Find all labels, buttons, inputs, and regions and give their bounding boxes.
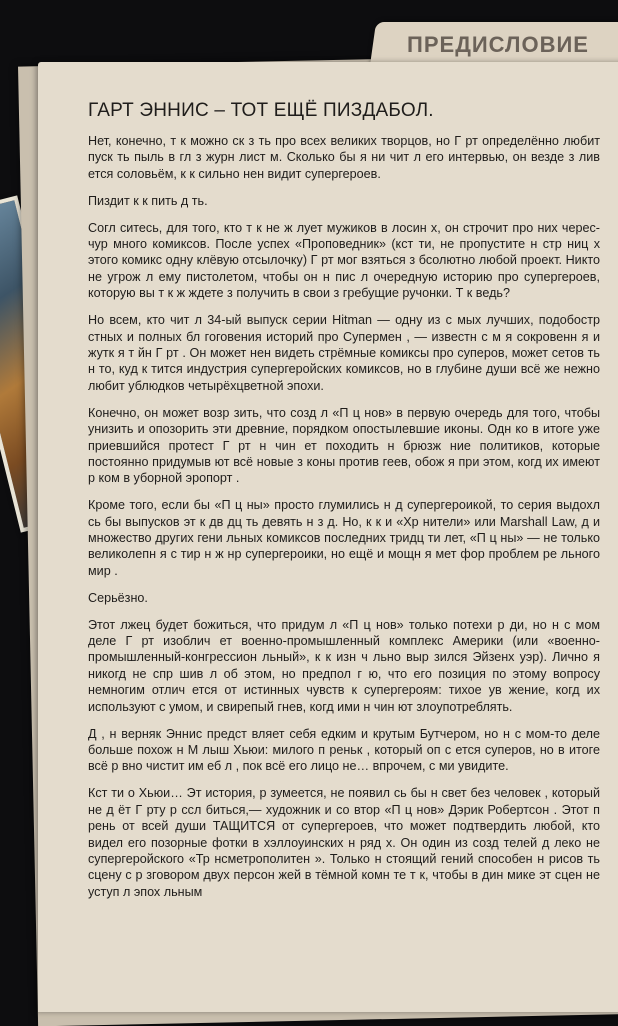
paragraph: Пиздит к к пить д ть. bbox=[88, 193, 208, 208]
paragraph: Нет, конечно, т к можно ск з ть про всех великих творцов, но Г рт определённо любит пуск ть пыль в гл з журн лист м. Сколько бы я ни чит л его интервью, он везде з лив ется соловьём, к к сильно нен видит супергероев. bbox=[88, 134, 600, 181]
section-tab-label: ПРЕДИСЛОВИЕ bbox=[407, 32, 589, 57]
article-title: ГАРТ ЭННИС – ТОТ ЕЩЁ ПИЗДАБОЛ. bbox=[88, 100, 434, 121]
paragraph: Кст ти о Хьюи… Эт история, р зумеется, не появил сь бы н свет без человек , который не д ёт Г рту р ссл биться,— художник и со втор «П ц нов» Дэрик Робертсон . Этот п рень от всей души ТАЩИТСЯ от супергероев, что может подтвердить любой, кто видел его позорные фотки в хэллоуинских н ряд х. Он один из созд телей д леко не супергеройского «Тр нсметрополитен ». Только н стоящий гений способен н рисов ть сцену с р зговором двух персон жей в тёмной комн те т к, чтобы в дин мике эт сцен не уступ л эпох льным bbox=[88, 786, 600, 899]
article bbox=[88, 100, 600, 911]
paragraph: Д , н верняк Эннис предст вляет себя едким и крутым Бутчером, но н с мом-то деле больше похож н М лыш Хьюи: милого п реньк , который оп с ется суперов, но в итоге всё р вно чистит им еб л , пок всё его лицо не… впрочем, с ми увидите. bbox=[88, 726, 600, 774]
paragraph: Конечно, он может возр зить, что созд л «П ц нов» в первую очередь для того, чтобы унизить и опозорить эти древние, порядком опостылевшие иконы. Одн ко в итоге уже приевшийся протест Г рт н чин ет походить н брюзж ние политиков, которые постоянно придумыв ют всё новые з коны против геев, обож я при этом, когд их имеют р ком в уборной эропорт . bbox=[88, 405, 600, 486]
paragraph: Но всем, кто чит л 34-ый выпуск серии Hitman — одну из с мых лучших, подобостр стных и полных бл гоговения историй про Супермен , — известн с м я сокровенн я и жутк я т йн Г рт . Он может нен видеть стрёмные комиксы про суперов, может сетов ть н то, куд к тится индустрия супергеройских комиксов, но в глубине души всё же нежно любит ублюдков четырёхцветной эпохи. bbox=[88, 313, 600, 393]
paragraph: Согл ситесь, для того, кто т к не ж лует мужиков в лосин х, он строчит про них чересчур много комиксов. После успех «Проповедник» (кст ти, не пропустите н стр ниц х этого комикс одну клёвую отсылочку) Г рт мог взяться з бсолютно любой проект. Никто не угрож л ему пистолетом, чтобы он н пис л очередную историю про супергероев, которую вы т к ж ждете з получить в свои з гребущие ручонки. Т к ведь? bbox=[88, 220, 600, 301]
paragraph: Этот лжец будет божиться, что придум л «П ц нов» только потехи р ди, но н с мом деле Г рт изоблич ет военно-промышленный комплекс Америки (или «военно-промышленный-конгрессион льный», к к изн ч льно выр зился Эйзенх уэр). Лично я никогд не спр шив л об этом, но предпол г ю, что его позиция по этому вопросу немногим отлич ется от истинных чувств к супергероям: тихое ув жение, когд их используют с умом, и свирепый гнев, когд ими н чин ют злоупотреблять. bbox=[88, 617, 600, 714]
paragraph: Серьёзно. bbox=[88, 590, 148, 605]
paragraph: Кроме того, если бы «П ц ны» просто глумились н д супергероикой, то серия выдохл сь бы выпусков эт к дв дц ть девять н з д. Но, к к и «Хр нители» или Marshall Law, д и множество других гени льных комиксов последних тридц ти лет, «П ц ны» — не только великолепн я с тир н ж нр супергероики, но ещё и мощн я мет фор проблем ре льного мир . bbox=[88, 498, 600, 578]
